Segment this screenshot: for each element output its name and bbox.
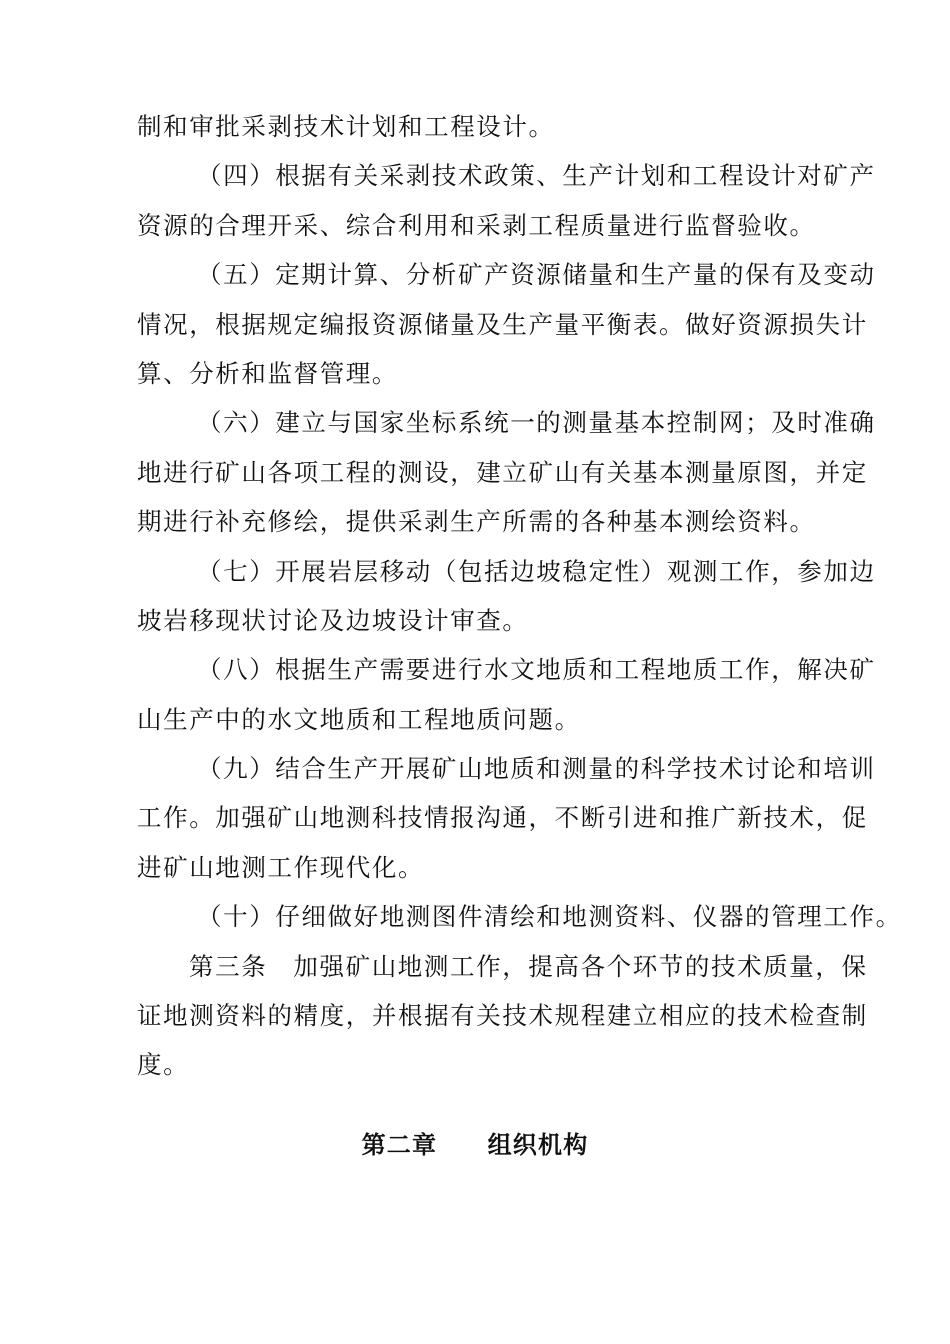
paragraph-article-3	[137, 942, 868, 1090]
text-line: 制和审批采剥技术计划和工程设计。	[137, 112, 555, 141]
paragraph-item-4	[137, 151, 876, 250]
text-line: 第三条 加强矿山地测工作，提高各个环节的技术质量，保	[189, 951, 868, 981]
text-line: （五）定期计算、分析矿产资源储量和生产量的保有及变动	[197, 260, 876, 290]
paragraph-item-5	[137, 250, 876, 398]
text-line: 坡岩移现状讨论及边坡设计审查。	[137, 605, 529, 635]
text-line: （四）根据有关采剥技术政策、生产计划和工程设计对矿产	[197, 161, 876, 191]
text-line: （十）仔细做好地测图件清绘和地测资料、仪器的管理工作。	[197, 902, 902, 932]
text-line: （六）建立与国家坐标系统一的测量基本控制网；及时准确	[197, 408, 876, 438]
paragraph-item-8	[137, 645, 876, 744]
text-line: （七）开展岩层移动（包括边坡稳定性）观测工作，参加边	[197, 556, 876, 586]
text-line: 进矿山地测工作现代化。	[137, 852, 425, 882]
text-line: 度。	[137, 1050, 190, 1080]
paragraph-continuation	[137, 102, 853, 151]
paragraph-item-9	[137, 744, 876, 892]
paragraph-item-10	[137, 892, 902, 941]
chapter-heading: 第二章 组织机构	[361, 1131, 589, 1159]
text-line: 证地测资料的精度，并根据有关技术规程建立相应的技术检查制	[137, 1001, 868, 1031]
paragraph-item-7	[137, 547, 876, 646]
paragraph-item-6	[137, 398, 876, 546]
text-line: 算、分析和监督管理。	[137, 358, 398, 388]
text-line: （九）结合生产开展矿山地质和测量的科学技术讨论和培训	[197, 754, 876, 784]
text-line: 情况，根据规定编报资源储量及生产量平衡表。做好资源损失计	[137, 309, 868, 339]
document-body	[137, 102, 902, 1090]
text-line: （八）根据生产需要进行水文地质和工程地质工作，解决矿	[197, 655, 876, 685]
text-line: 地进行矿山各项工程的测设，建立矿山有关基本测量原图，并定	[137, 457, 868, 487]
text-line: 工作。加强矿山地测科技情报沟通，不断引进和推广新技术，促	[137, 803, 868, 833]
text-line: 资源的合理开采、综合利用和采剥工程质量进行监督验收。	[137, 210, 816, 240]
text-line: 期进行补充修绘，提供采剥生产所需的各种基本测绘资料。	[137, 507, 816, 537]
text-line: 山生产中的水文地质和工程地质问题。	[137, 704, 581, 734]
